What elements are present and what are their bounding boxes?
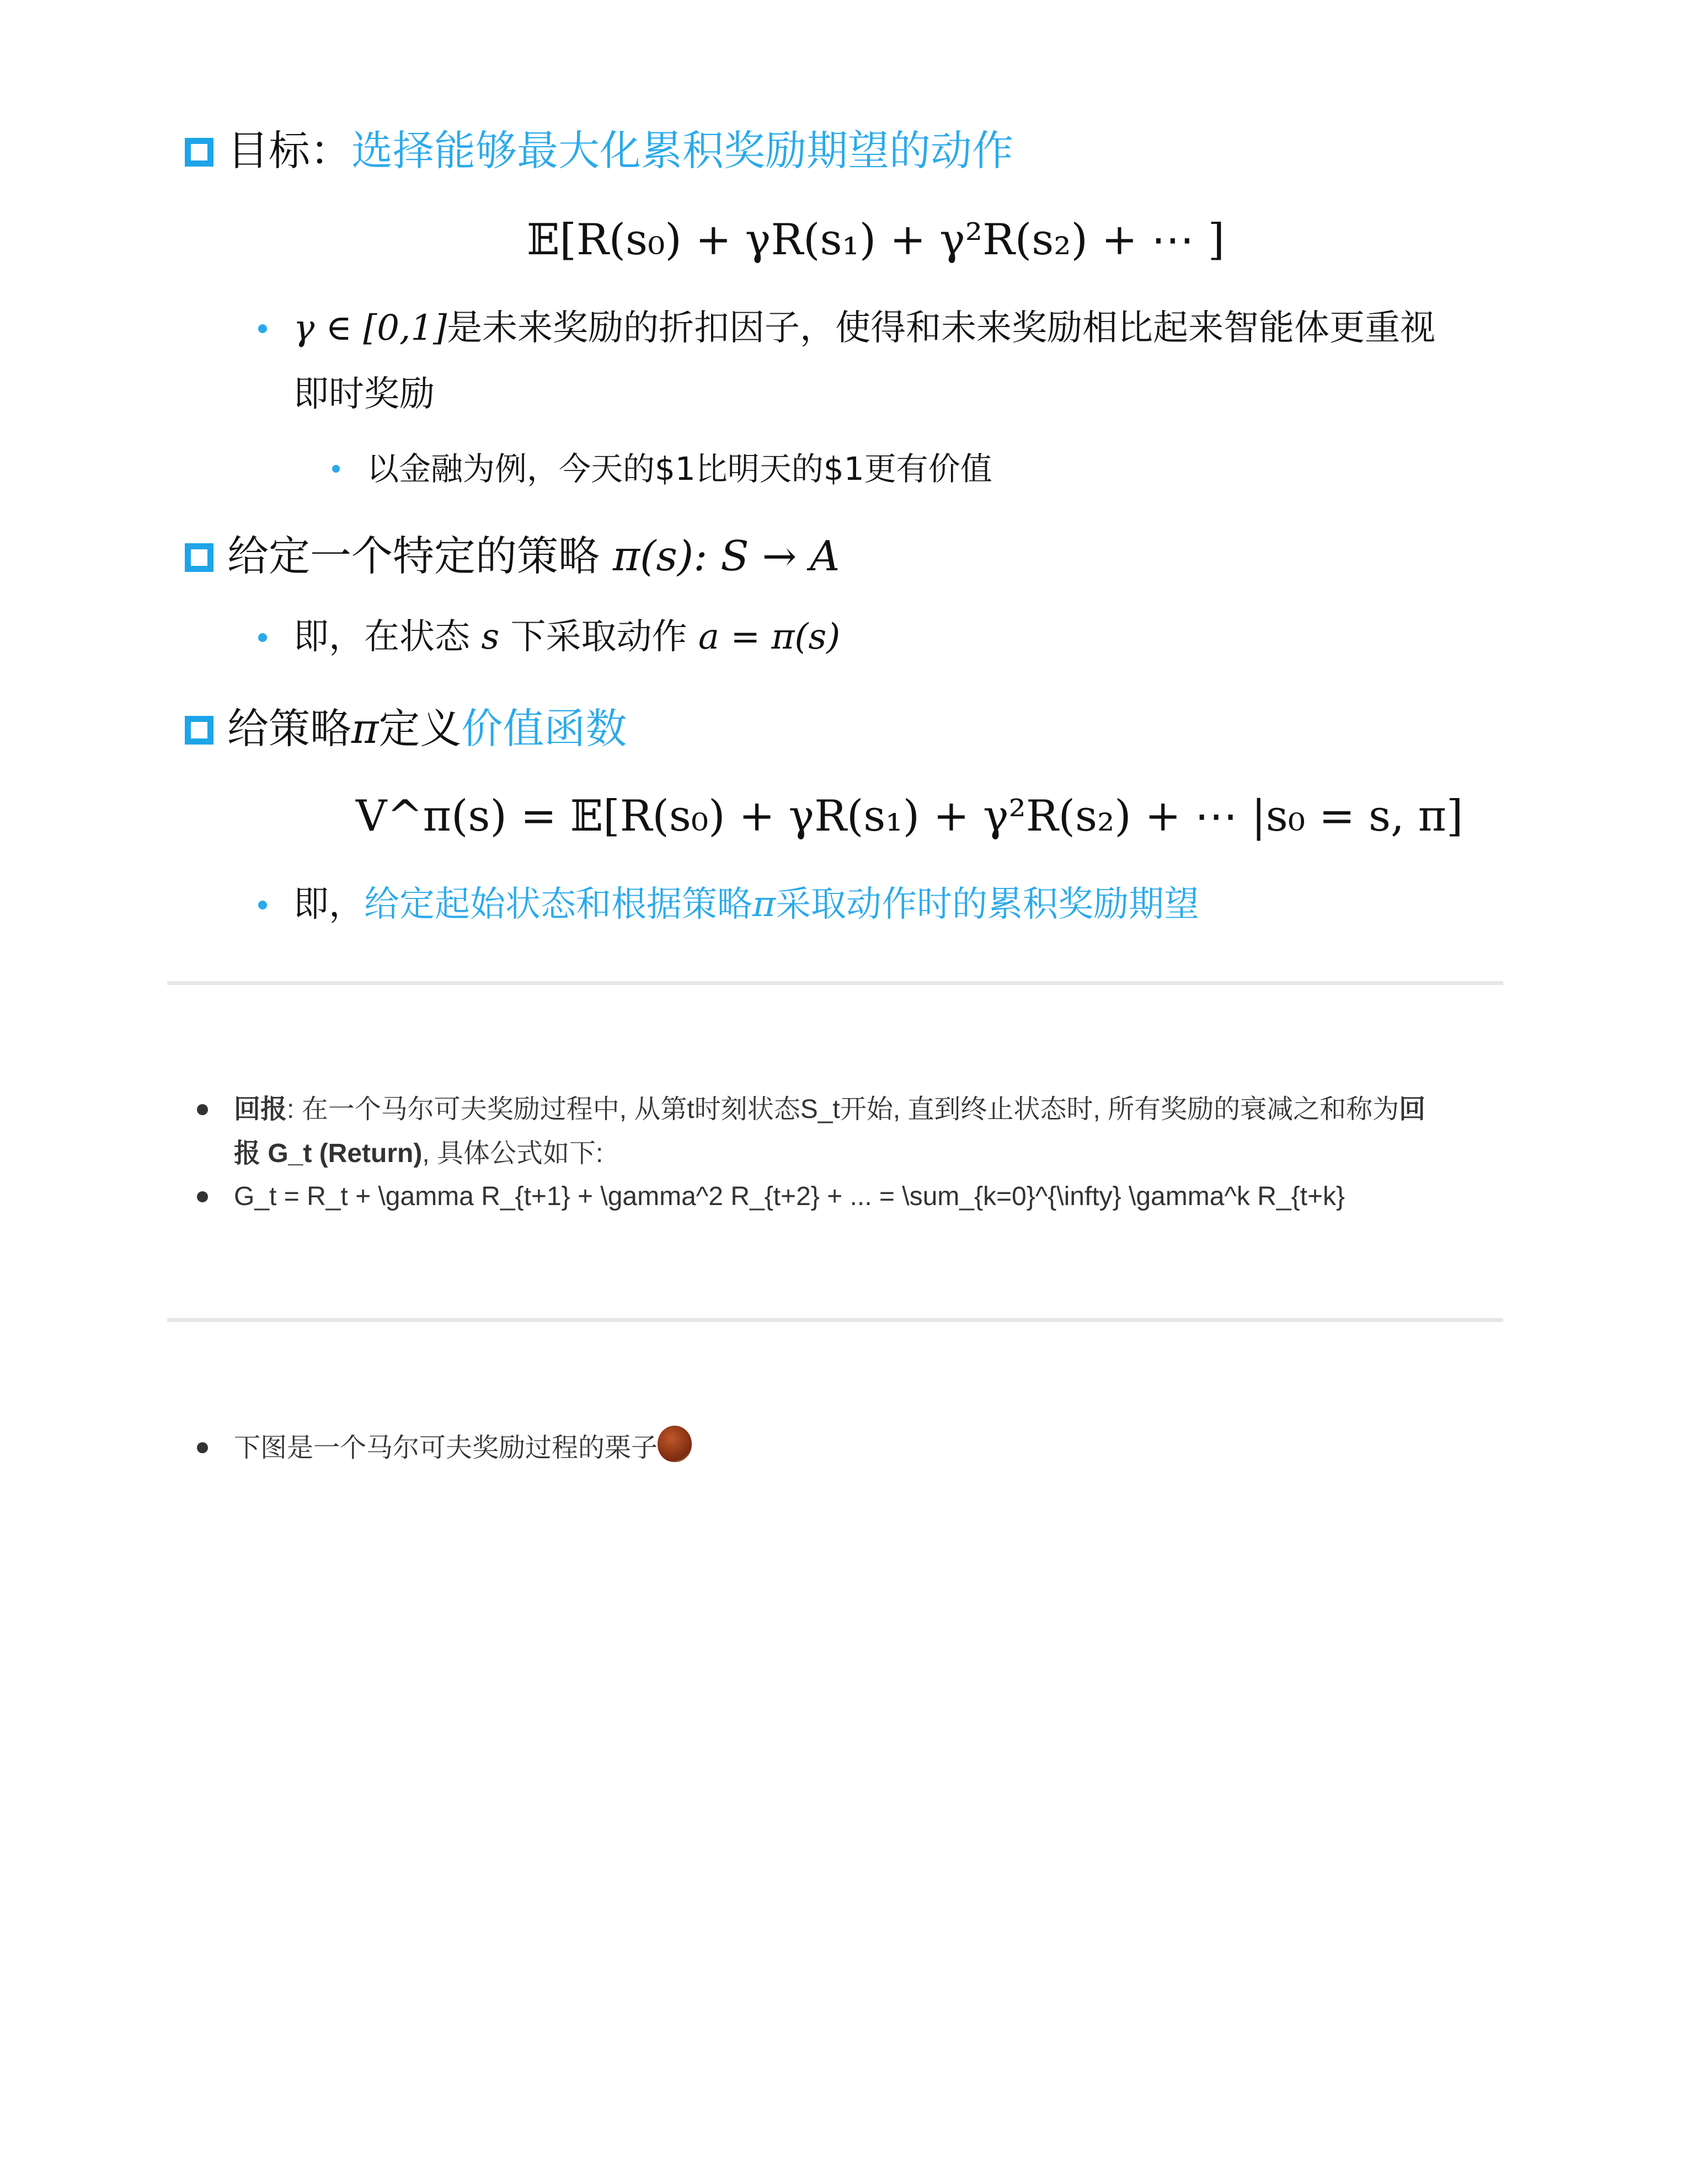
formula-value-function: V^π(s) = 𝔼[R(s₀) + γR(s₁) + γ²R(s₂) + ⋯ |s₀ = s, π] — [356, 791, 1463, 841]
example-intro: 下图是一个马尔可夫奖励过程的栗子 — [234, 1426, 692, 1470]
square-bullet-icon — [185, 716, 213, 745]
return-definition-line2: 报 G_t (Return), 具体公式如下: — [234, 1139, 603, 1168]
formula-expected-reward: 𝔼[R(s₀) + γR(s₁) + γ²R(s₂) + ⋯ ] — [527, 215, 1225, 265]
bullet-dot-icon — [197, 1442, 208, 1453]
policy-bullet: 即，在状态 s 下采取动作 a = π(s) — [293, 617, 841, 657]
finance-example: 以金融为例，今天的$1比明天的$1更有价值 — [367, 450, 992, 488]
return-definition: 回报: 在一个马尔可夫奖励过程中, 从第t时刻状态S_t开始, 直到终止状态时, 所有奖励的衰减之和称为回 — [234, 1095, 1426, 1124]
bullet-dot-icon — [197, 1104, 208, 1115]
square-bullet-icon — [185, 543, 213, 572]
bullet-dot-icon — [332, 465, 340, 473]
heading-policy: 给定一个特定的策略 π(s): S → A — [227, 532, 840, 580]
return-formula: G_t = R_t + \gamma R_{t+1} + \gamma^2 R_{t+2} + ... = \sum_{k=0}^{\infty} \gamma^k R_{t+k} — [234, 1182, 1345, 1211]
chestnut-emoji-icon — [658, 1426, 692, 1462]
heading-value-function: 给策略π定义价值函数 — [227, 704, 627, 753]
bullet-dot-icon — [258, 633, 267, 642]
value-bullet: 即，给定起始状态和根据策略π采取动作时的累积奖励期望 — [293, 884, 1200, 925]
divider — [167, 981, 1503, 985]
gamma-bullet: γ ∈ [0,1]是未来奖励的折扣因子，使得和未来奖励相比起来智能体更重视 — [293, 308, 1436, 349]
bullet-dot-icon — [258, 324, 267, 333]
gamma-bullet-line2: 即时奖励 — [293, 374, 435, 415]
heading-goal: 目标：选择能够最大化累积奖励期望的动作 — [227, 126, 1014, 175]
bullet-dot-icon — [258, 901, 267, 909]
divider — [167, 1318, 1503, 1322]
bullet-dot-icon — [197, 1191, 208, 1202]
square-bullet-icon — [185, 138, 213, 167]
